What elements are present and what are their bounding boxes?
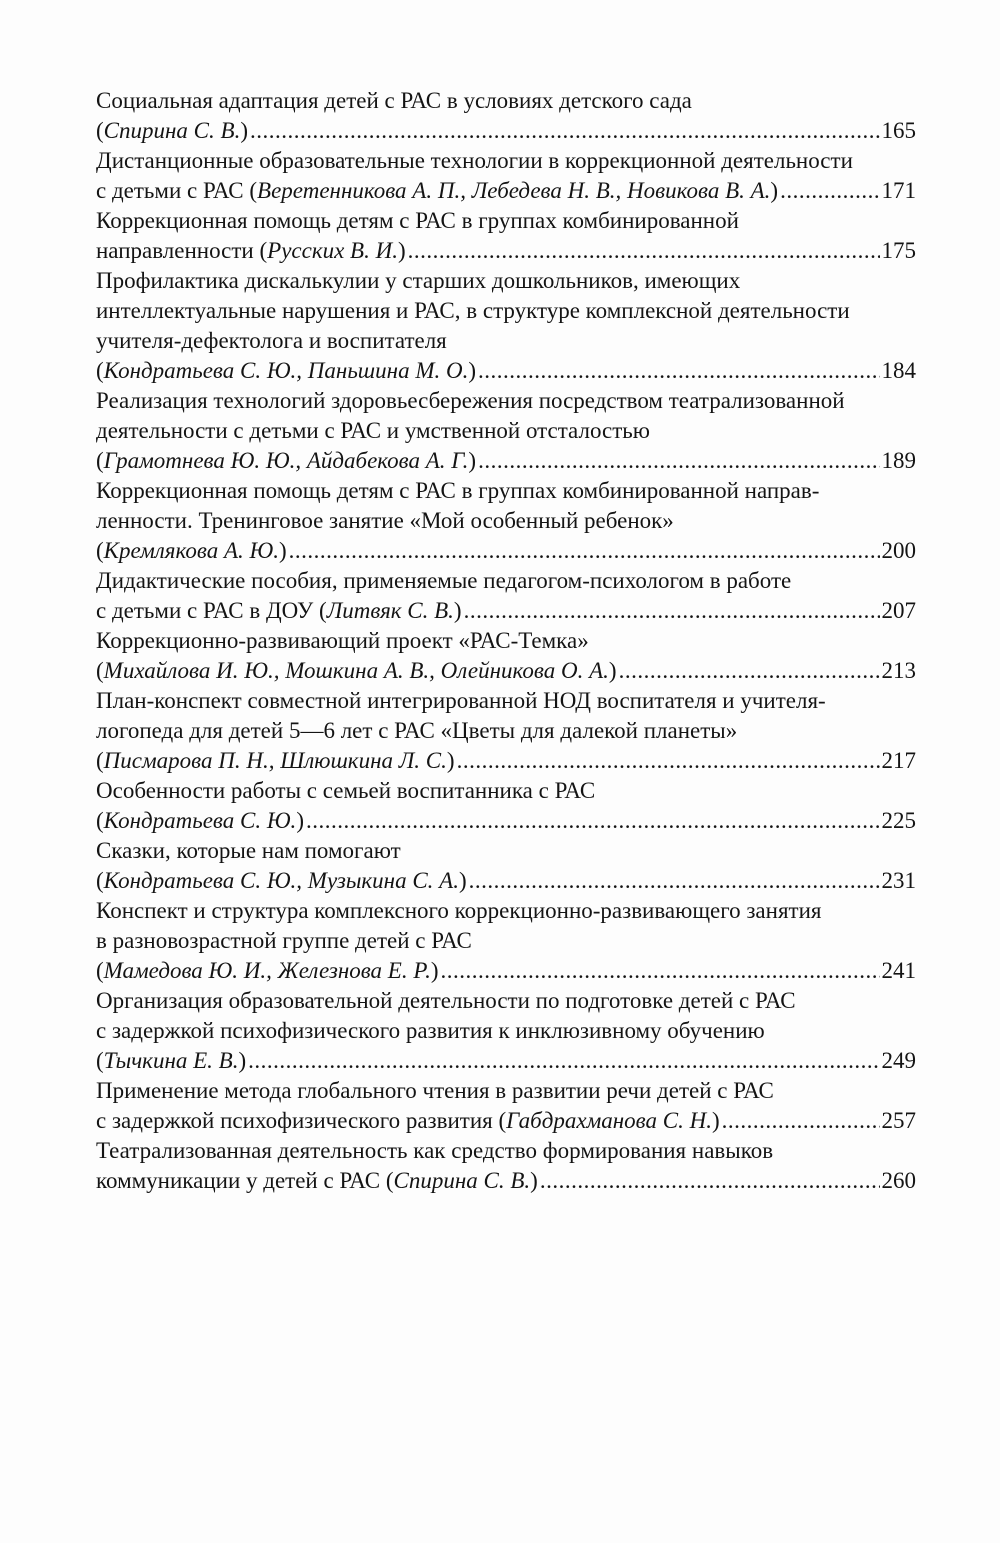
toc-entry-page-number: 165	[881, 118, 916, 143]
toc-entry-title-line: Организация образовательной деятельности по подготовке детей с РАС	[96, 988, 796, 1013]
toc-entry-authors	[96, 236, 406, 266]
toc-entry	[96, 86, 916, 146]
toc-entry-title-line: Коррекционная помощь детям с РАС в группах комбинированной	[96, 208, 739, 233]
toc-entry-text: (	[96, 538, 104, 563]
toc-entry	[96, 476, 916, 566]
toc-entry-title-line: ленности. Тренинговое занятие «Мой особенный ребенок»	[96, 508, 674, 533]
toc-entry-closing: )	[711, 1108, 720, 1133]
toc-entry-page-number: 207	[881, 598, 916, 623]
toc-entry-page-number: 257	[881, 1108, 916, 1133]
toc-entry-text: (	[96, 958, 104, 983]
toc-entry-last-line	[96, 236, 916, 266]
toc-entry-text: (	[96, 358, 104, 383]
toc-entry-text: (	[96, 868, 104, 893]
toc-entry-title-line: логопеда для детей 5—6 лет с РАС «Цветы для далекой планеты»	[96, 718, 738, 743]
toc-entry-text: с детьми с РАС (	[96, 178, 258, 203]
dot-leader	[469, 866, 880, 896]
toc-entry	[96, 566, 916, 626]
toc-entry-last-line	[96, 176, 916, 206]
dot-leader	[248, 1046, 879, 1076]
toc-entry-title-line: Применение метода глобального чтения в развитии речи детей с РАС	[96, 1078, 774, 1103]
toc-entry-closing: )	[278, 538, 287, 563]
toc-entry-text: (	[96, 748, 104, 773]
toc-entry-authors	[96, 356, 476, 386]
dot-leader	[250, 116, 880, 146]
dot-leader	[540, 1166, 880, 1196]
toc-entry-title-line: Особенности работы с семьей воспитанника с РАС	[96, 778, 596, 803]
toc-entry-closing: )	[458, 868, 467, 893]
toc-entry-author-names: Спирина С. В.	[393, 1168, 531, 1193]
toc-entry-author-names: Кондратьева С. Ю., Музыкина С. А.	[103, 868, 459, 893]
toc-entry-page-number: 217	[881, 748, 916, 773]
toc-entry-text: (	[96, 808, 104, 833]
toc-entry-title-line: Театрализованная деятельность как средство формирования навыков	[96, 1138, 774, 1163]
toc-entry-title-line: Дистанционные образовательные технологии в коррекционной деятельности	[96, 148, 853, 173]
toc-entry-authors	[96, 866, 467, 896]
dot-leader	[722, 1106, 880, 1136]
toc-entry-author-names: Русских В. И.	[267, 238, 398, 263]
toc-entry	[96, 206, 916, 266]
toc-entry-last-line	[96, 446, 916, 476]
toc-entry-page-number: 189	[881, 448, 916, 473]
toc-entry-closing: )	[770, 178, 779, 203]
toc-entry-authors	[96, 446, 476, 476]
toc-entry-title-line: План-конспект совместной интегрированной НОД воспитателя и учителя-	[96, 688, 826, 713]
toc-entry-title-line: Конспект и структура комплексного коррекционно-развивающего занятия	[96, 898, 822, 923]
toc-entry-page-number: 213	[881, 658, 916, 683]
toc-entry-closing: )	[453, 598, 462, 623]
toc-entry-text: (	[96, 658, 104, 683]
toc-entry	[96, 266, 916, 386]
toc-entry-page-number: 241	[881, 958, 916, 983]
toc-entry-title-line: Реализация технологий здоровьесбережения посредством театрализованной	[96, 388, 845, 413]
dot-leader	[441, 956, 880, 986]
toc-entry-closing: )	[608, 658, 617, 683]
toc-entry-last-line	[96, 1046, 916, 1076]
toc-entry-author-names: Кондратьева С. Ю., Паньшина М. О.	[103, 358, 469, 383]
dot-leader	[408, 236, 880, 266]
toc-entry-title-line: деятельности с детьми с РАС и умственной отсталостью	[96, 418, 650, 443]
toc-entry	[96, 386, 916, 476]
toc-entry-last-line	[96, 806, 916, 836]
toc-entry-author-names: Кондратьева С. Ю.	[103, 808, 297, 833]
dot-leader	[780, 176, 879, 206]
toc-entry-last-line	[96, 356, 916, 386]
toc-entry-authors	[96, 806, 304, 836]
toc-entry-page-number: 184	[881, 358, 916, 383]
toc-entry-title-line: Социальная адаптация детей с РАС в условиях детского сада	[96, 88, 692, 113]
toc-entry-author-names: Грамотнева Ю. Ю., Айдабекова А. Г.	[103, 448, 469, 473]
toc-entry-author-names: Кремлякова А. Ю.	[103, 538, 279, 563]
toc-entry-title-line: с задержкой психофизического развития к инклюзивному обучению	[96, 1018, 765, 1043]
toc-entry-last-line	[96, 596, 916, 626]
toc-entry-closing: )	[468, 448, 477, 473]
toc-entry-last-line	[96, 956, 916, 986]
toc-entry-authors	[96, 1166, 538, 1196]
toc-entry-title-line: интеллектуальные нарушения и РАС, в структуре комплексной деятельности	[96, 298, 850, 323]
toc-entry	[96, 896, 916, 986]
toc-entry-last-line	[96, 116, 916, 146]
toc-entry-closing: )	[446, 748, 455, 773]
toc-entry-authors	[96, 536, 287, 566]
dot-leader	[478, 446, 879, 476]
toc-entry-closing: )	[296, 808, 304, 833]
toc-entry-title-line: Профилактика дискалькулии у старших дошкольников, имеющих	[96, 268, 741, 293]
toc-entry	[96, 1136, 916, 1196]
toc-entry-authors	[96, 1106, 720, 1136]
toc-entry	[96, 776, 916, 836]
toc-entry-closing: )	[397, 238, 406, 263]
toc-entry-last-line	[96, 656, 916, 686]
toc-entry	[96, 1076, 916, 1136]
toc-entry-authors	[96, 116, 248, 146]
toc-entry-text: (	[96, 118, 104, 143]
toc-entry-title-line: учителя-дефектолога и воспитателя	[96, 328, 447, 353]
toc-entry-authors	[96, 596, 462, 626]
dot-leader	[619, 656, 880, 686]
toc-entry-last-line	[96, 1106, 916, 1136]
toc-entry-closing: )	[430, 958, 439, 983]
dot-leader	[464, 596, 880, 626]
toc-entry-text: направленности (	[96, 238, 268, 263]
toc-entry	[96, 986, 916, 1076]
toc-entry	[96, 146, 916, 206]
toc-entry-author-names: Тычкина Е. В.	[103, 1048, 239, 1073]
dot-leader	[306, 806, 880, 836]
toc-entry-text: (	[96, 1048, 104, 1073]
toc-entry-authors	[96, 746, 455, 776]
toc-entry-authors	[96, 176, 778, 206]
toc-entry-title-line: в разновозрастной группе детей с РАС	[96, 928, 472, 953]
toc-entry-author-names: Михайлова И. Ю., Мошкина А. В., Олейникова О. А.	[103, 658, 609, 683]
toc-entry-title-line: Коррекционная помощь детям с РАС в группах комбинированной направ-	[96, 478, 820, 503]
dot-leader	[478, 356, 879, 386]
toc-entry-page-number: 260	[881, 1168, 916, 1193]
toc-entry-page-number: 249	[881, 1048, 916, 1073]
toc-entry-closing: )	[468, 358, 477, 383]
dot-leader	[457, 746, 880, 776]
toc-entry-author-names: Габдрахманова С. Н.	[506, 1108, 712, 1133]
toc-entry-closing: )	[530, 1168, 538, 1193]
toc-entry	[96, 686, 916, 776]
toc-entry-title-line: Коррекционно-развивающий проект «РАС-Темка»	[96, 628, 589, 653]
toc-entry-last-line	[96, 746, 916, 776]
toc-entry-authors	[96, 956, 439, 986]
toc-entry	[96, 626, 916, 686]
toc-entry-text: с детьми с РАС в ДОУ (	[96, 598, 327, 623]
toc-entry-last-line	[96, 866, 916, 896]
toc-entry-title-line: Сказки, которые нам помогают	[96, 838, 401, 863]
toc-entry-author-names: Писмарова П. Н., Шлюшкина Л. С.	[103, 748, 447, 773]
toc-entry-last-line	[96, 536, 916, 566]
toc-entry-text: с задержкой психофизического развития (	[96, 1108, 507, 1133]
toc-entry-author-names: Литвяк С. В.	[326, 598, 454, 623]
toc-entry-text: (	[96, 448, 104, 473]
toc-entry-page-number: 200	[881, 538, 916, 563]
toc-entry-page-number: 231	[881, 868, 916, 893]
table-of-contents	[96, 86, 916, 1196]
toc-entry-authors	[96, 1046, 246, 1076]
toc-entry-author-names: Мамедова Ю. И., Железнова Е. Р.	[103, 958, 431, 983]
toc-entry-page-number: 175	[881, 238, 916, 263]
toc-entry-authors	[96, 656, 617, 686]
toc-entry	[96, 836, 916, 896]
toc-entry-text: коммуникации у детей с РАС (	[96, 1168, 394, 1193]
toc-entry-author-names: Веретенникова А. П., Лебедева Н. В., Новикова В. А.	[257, 178, 771, 203]
toc-entry-page-number: 225	[881, 808, 916, 833]
toc-entry-title-line: Дидактические пособия, применяемые педагогом-психологом в работе	[96, 568, 792, 593]
toc-entry-author-names: Спирина С. В.	[103, 118, 241, 143]
toc-entry-page-number: 171	[881, 178, 916, 203]
toc-entry-closing: )	[240, 118, 248, 143]
dot-leader	[289, 536, 880, 566]
toc-entry-closing: )	[238, 1048, 247, 1073]
toc-entry-last-line	[96, 1166, 916, 1196]
